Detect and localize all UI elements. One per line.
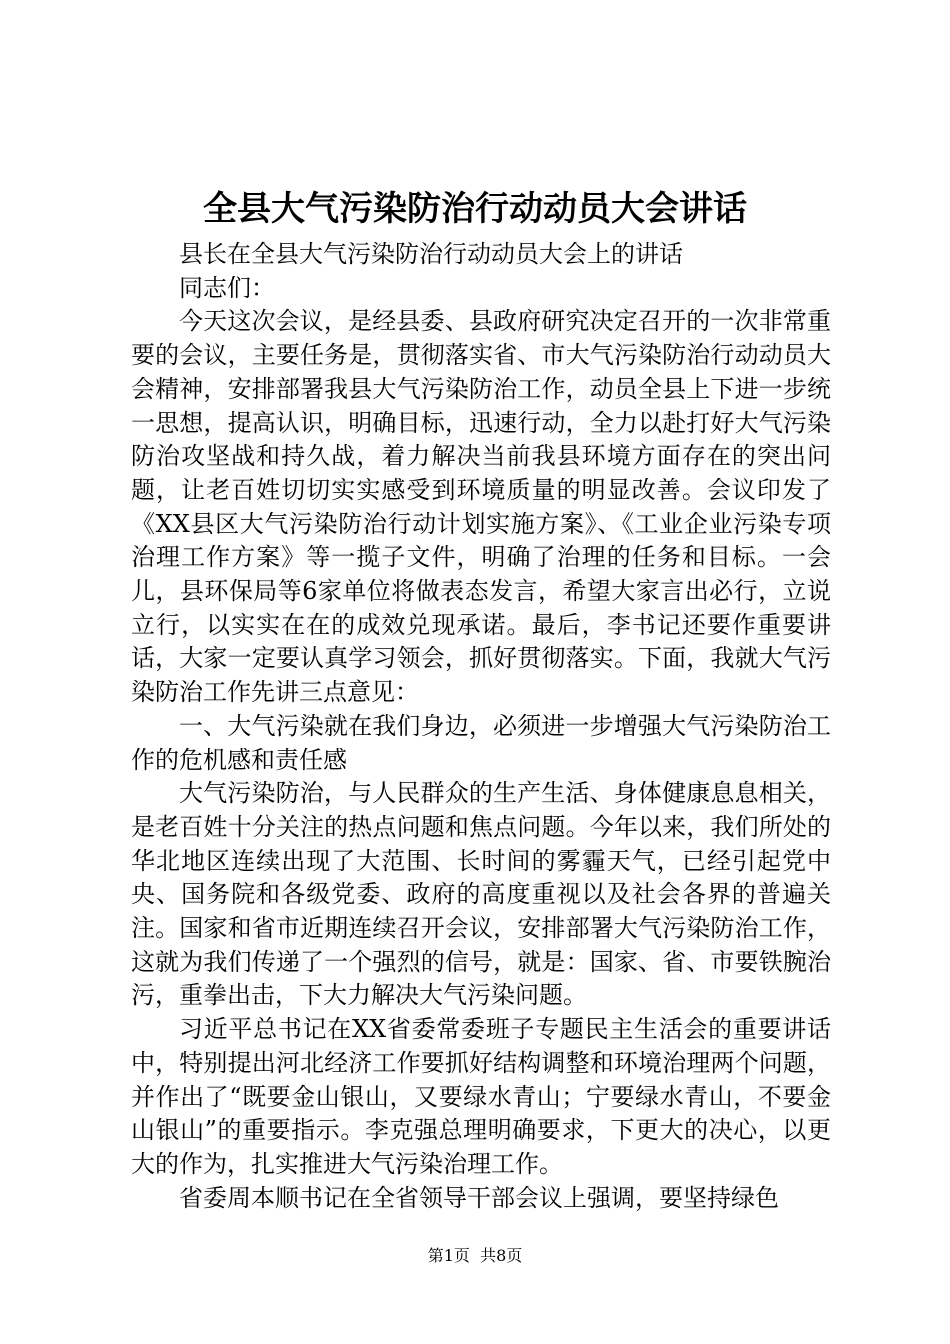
section-heading: 一、大气污染就在我们身边，必须进一步增强大气污染防治工作的危机感和责任感	[131, 711, 831, 774]
body-paragraph: 习近平总书记在XX省委常委班子专题民主生活会的重要讲话中，特别提出河北经济工作要抓好结构调整和环境治理两个问题，并作出了“既要金山银山，又要绿水青山；宁要绿水青山，不要金山银山”的重要指示。李克强总理明确要求，下更大的决心，以更大的作为，扎实推进大气污染治理工作。	[131, 1015, 831, 1178]
body-paragraph: 大气污染防治，与人民群众的生产生活、身体健康息息相关，是老百姓十分关注的热点问题和焦点问题。今年以来，我们所处的华北地区连续出现了大范围、长时间的雾霾天气，已经引起党中央、国务院和各级党委、政府的高度重视以及社会各界的普遍关注。国家和省市近期连续召开会议，安排部署大气污染防治工作，这就为我们传递了一个强烈的信号，就是：国家、省、市要铁腕治污，重拳出击，下大力解决大气污染问题。	[131, 779, 831, 1010]
body-paragraph: 今天这次会议，是经县委、县政府研究决定召开的一次非常重要的会议，主要任务是，贯彻落实省、市大气污染防治行动动员大会精神，安排部署我县大气污染防治工作，动员全县上下进一步统一思想，提高认识，明确目标，迅速行动，全力以赴打好大气污染防治攻坚战和持久战，着力解决当前我县环境方面存在的突出问题，让老百姓切切实实感受到环境质量的明显改善。会议印发了《XX县区大气污染防治行动计划实施方案》、《工业企业污染专项治理工作方案》等一揽子文件，明确了治理的任务和目标。一会儿，县环保局等6家单位将做表态发言，希望大家言出必行，立说立行，以实实在在的成效兑现承诺。最后，李书记还要作重要讲话，大家一定要认真学习领会，抓好贯彻落实。下面，我就大气污染防治工作先讲三点意见：	[131, 307, 831, 707]
page-number: 第1页	[427, 1246, 470, 1265]
salutation-paragraph: 同志们：	[179, 273, 275, 302]
body-paragraph: 省委周本顺书记在全省领导干部会议上强调，要坚持绿色	[179, 1183, 779, 1212]
total-pages: 共8页	[480, 1246, 523, 1265]
page-footer	[0, 1245, 950, 1267]
footer-separator	[470, 1246, 480, 1265]
document-title: 全县大气污染防治行动动员大会讲话	[203, 189, 747, 229]
document-body	[131, 238, 831, 1215]
subtitle-paragraph: 县长在全县大气污染防治行动动员大会上的讲话	[179, 240, 683, 268]
